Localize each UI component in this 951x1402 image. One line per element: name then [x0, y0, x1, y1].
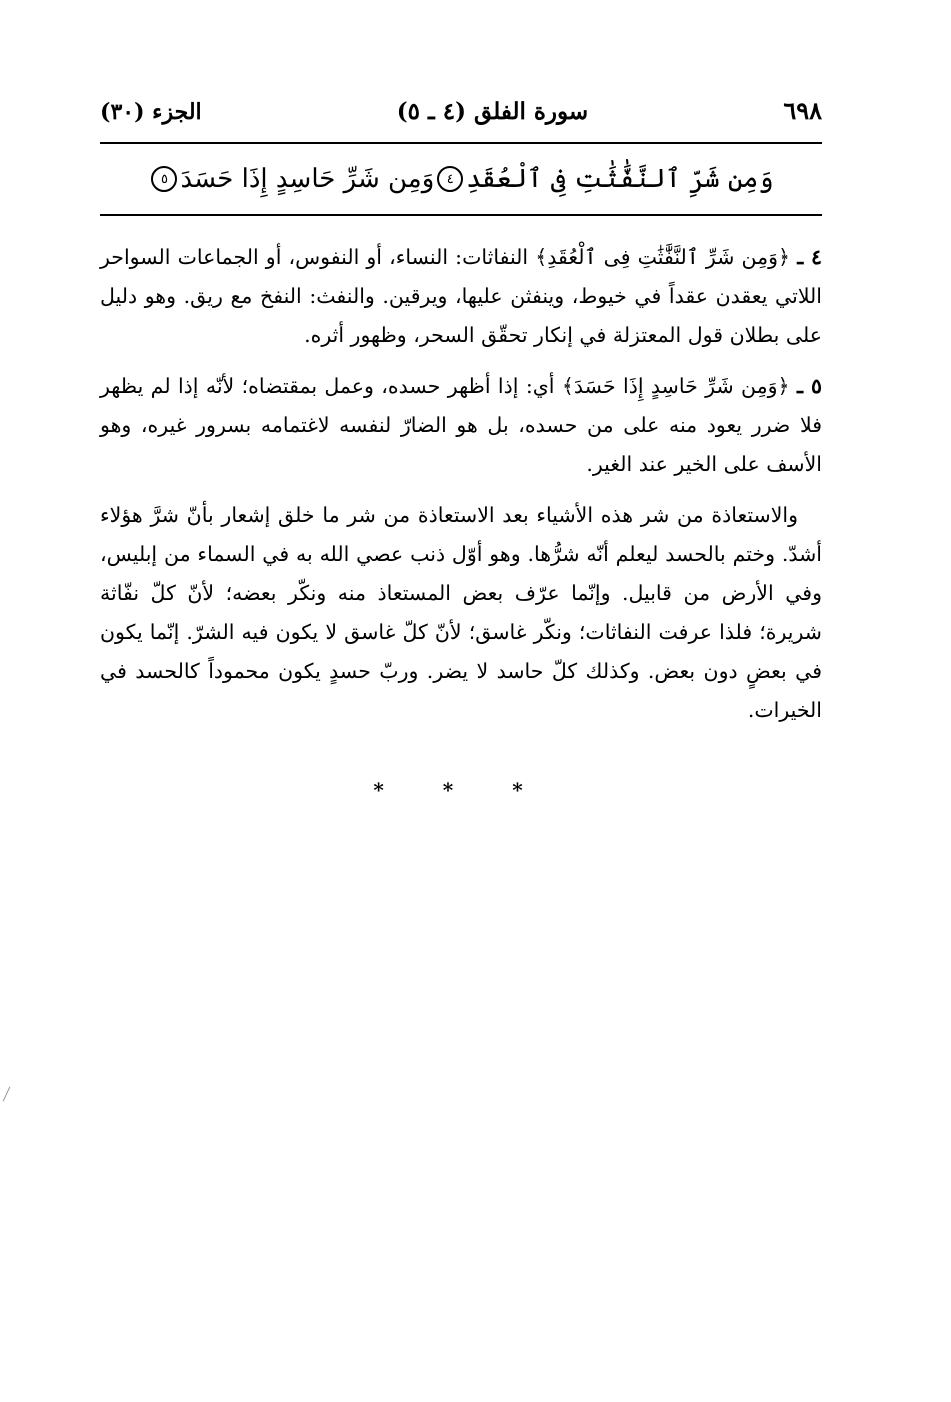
tafsir-item-4	[100, 238, 822, 355]
item-5-quote: وَمِن شَرِّ حَاسِدٍ إِذَا حَسَدَ	[573, 374, 778, 398]
tafsir-body	[100, 238, 822, 730]
ayah-5-marker-icon: ٥	[151, 166, 177, 192]
document-page	[100, 96, 822, 802]
surah-title: سورة الفلق (٤ ـ ٥)	[396, 98, 589, 125]
ayah-4-marker-icon: ٤	[437, 166, 463, 192]
discussion-paragraph: والاستعاذة من شر هذه الأشياء بعد الاستعاذة من شر ما خلق إشعار بأنّ شرَّ هؤلاء أشدّ. وختم بالحسد ليعلم أنّه شرُّها. وهو أوّل ذنب عصي الله به في السماء من إبليس، وفي الأرض من قابيل. وإنّما عرّف بعض المستعاذ منه ونكّر بعضه؛ لأنّ كلّ نفّاثة شريرة؛ فلذا عرفت النفاثات؛ ونكّر غاسق؛ لأنّ كلّ غاسق لا يكون فيه الشرّ. إنّما يكون في بعضٍ دون بعض. وكذلك كلّ حاسد لا يضر. وربّ حسدٍ يكون محموداً كالحسد في الخيرات.	[100, 503, 822, 722]
page-header	[100, 96, 822, 142]
item-4-quote: وَمِن شَرِّ ٱلنَّفَّٰثَٰتِ فِى ٱلْعُقَدِ	[547, 245, 779, 269]
item-4-quote-close: ﴾	[535, 245, 548, 269]
item-4-text: النفاثات: النساء، أو النفوس، أو الجماعات السواحر اللاتي يعقدن عقداً في خيوط، وينفثن عليها، ويرقين. والنفث: النفخ مع ريق. وهو دليل على بطلان قول المعتزلة في إنكار تحقّق السحر، وظهور أثره.	[100, 245, 822, 347]
section-separator: * * *	[373, 778, 549, 802]
juz-label: الجزء (٣٠)	[100, 99, 202, 125]
item-5-quote-close: ﴾	[561, 374, 574, 398]
item-5-number: ٥ ـ	[796, 374, 822, 398]
banner-rule	[100, 214, 822, 216]
verse-banner	[100, 144, 822, 214]
tafsir-item-5	[100, 367, 822, 484]
verse-5-text: وَمِن شَرِّ حَاسِدٍ إِذَا حَسَدَ	[180, 164, 435, 194]
margin-stray-mark	[3, 1087, 11, 1102]
page-number: ٦٩٨	[783, 96, 822, 125]
item-5-quote-open: ﴿	[777, 374, 790, 398]
verse-4-text: وَمِن شَرِّ ٱلنَّفَّٰثَٰتِ فِى ٱلْعُقَدِ	[466, 164, 774, 194]
item-4-quote-open: ﴿	[778, 245, 791, 269]
item-4-number: ٤ ـ	[797, 245, 822, 269]
item-5-text: أي: إذا أظهر حسده، وعمل بمقتضاه؛ لأنّه إذا لم يظهر فلا ضرر يعود منه على من حسده، بل هو الضارّ لنفسه لاغتمامه بسرور غيره، وهو الأسف على الخير عند الغير.	[100, 374, 822, 476]
